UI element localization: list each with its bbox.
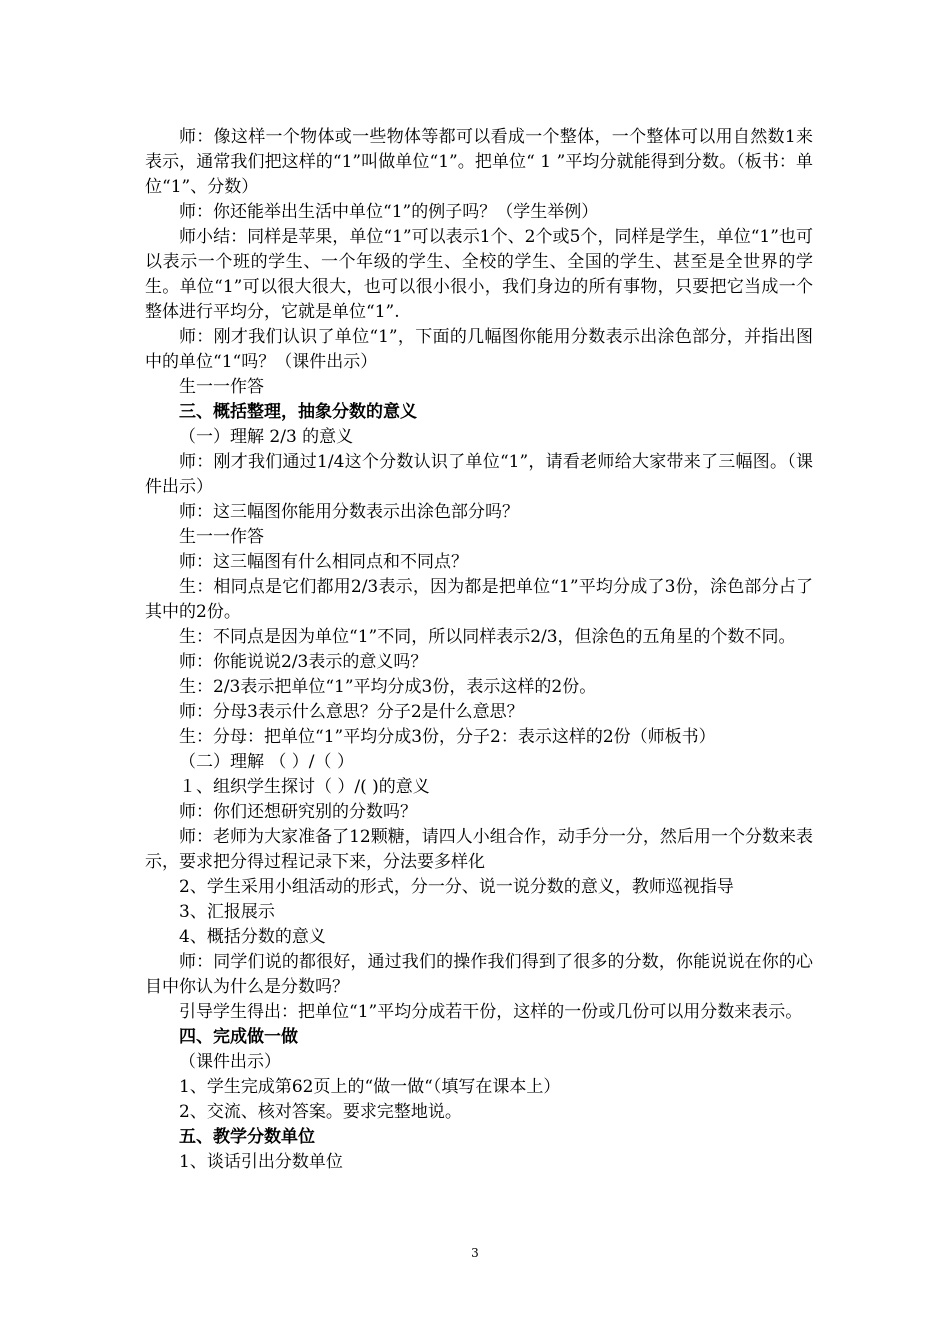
paragraph: １、组织学生探讨（ ）/( )的意义 [179, 777, 430, 797]
subsection-heading: （一）理解 2/3 的意义 [179, 427, 354, 447]
paragraph: 师：你还能举出生活中单位“1”的例子吗？（学生举例） [179, 202, 599, 222]
paragraph: 师：像这样一个物体或一些物体等都可以看成一个整体，一个整体可以用自然数1来表示，通常我们把这样的“1”叫做单位“1”。把单位“ 1 ”平均分就能得到分数。（板书：单位“1”、分数） [145, 127, 813, 197]
paragraph: 引导学生得出：把单位“1”平均分成若干份，这样的一份或几份可以用分数来表示。 [179, 1002, 803, 1022]
section-heading: 四、完成做一做 [179, 1027, 298, 1047]
paragraph: 生：不同点是因为单位“1”不同，所以同样表示2/3，但涂色的五角星的个数不同。 [179, 627, 796, 647]
paragraph: 师：你能说说2/3表示的意义吗？ [179, 652, 428, 672]
paragraph: 4、概括分数的意义 [179, 927, 326, 947]
paragraph: 3、汇报展示 [179, 902, 275, 922]
paragraph: 1、学生完成第62页上的“做一做“（填写在课本上） [179, 1077, 561, 1097]
paragraph: 2、学生采用小组活动的形式，分一分、说一说分数的意义，教师巡视指导 [179, 877, 734, 897]
paragraph: 2、交流、核对答案。要求完整地说。 [179, 1102, 462, 1122]
paragraph: 生一一作答 [179, 527, 264, 547]
paragraph: 生：相同点是它们都用2/3表示，因为都是把单位“1”平均分成了3份，涂色部分占了其中的2份。 [145, 577, 813, 622]
paragraph: 师：这三幅图你能用分数表示出涂色部分吗？ [179, 502, 519, 522]
paragraph: 师：你们还想研究别的分数吗？ [179, 802, 417, 822]
paragraph: 师：刚才我们认识了单位“1”，下面的几幅图你能用分数表示出涂色部分，并指出图中的单位“1“吗？（课件出示） [145, 327, 813, 372]
paragraph: 师：老师为大家准备了12颗糖，请四人小组合作，动手分一分，然后用一个分数来表示，要求把分得过程记录下来，分法要多样化 [145, 827, 813, 872]
paragraph: 师：同学们说的都很好，通过我们的操作我们得到了很多的分数，你能说说在你的心目中你认为什么是分数吗？ [145, 952, 813, 997]
paragraph: 生：2/3表示把单位“1”平均分成3份，表示这样的2份。 [179, 677, 597, 697]
section-heading: 五、教学分数单位 [179, 1127, 315, 1147]
document-body [145, 125, 813, 1175]
subsection-heading: （二）理解 （ ）/（ ） [179, 752, 354, 772]
paragraph: 师小结：同样是苹果，单位“1”可以表示1个、2个或5个，同样是学生，单位“1”也可以表示一个班的学生、一个年级的学生、全校的学生、全国的学生、甚至是全世界的学生。单位“1”可以很大很大，也可以很小很小，我们身边的所有事物，只要把它当成一个整体进行平均分，它就是单位“1”. [145, 227, 813, 322]
page-number: 3 [471, 1246, 479, 1260]
section-heading: 三、概括整理，抽象分数的意义 [179, 402, 417, 422]
paragraph: 师：这三幅图有什么相同点和不同点？ [179, 552, 468, 572]
paragraph: （课件出示） [179, 1052, 281, 1072]
paragraph: 生：分母：把单位“1”平均分成3份，分子2：表示这样的2份（师板书） [179, 727, 716, 747]
paragraph: 师：分母3表示什么意思？分子2是什么意思？ [179, 702, 524, 722]
paragraph: 1、谈话引出分数单位 [179, 1152, 343, 1172]
paragraph: 师：刚才我们通过1/4这个分数认识了单位“1”，请看老师给大家带来了三幅图。（课件出示） [145, 452, 813, 497]
paragraph: 生一一作答 [179, 377, 264, 397]
